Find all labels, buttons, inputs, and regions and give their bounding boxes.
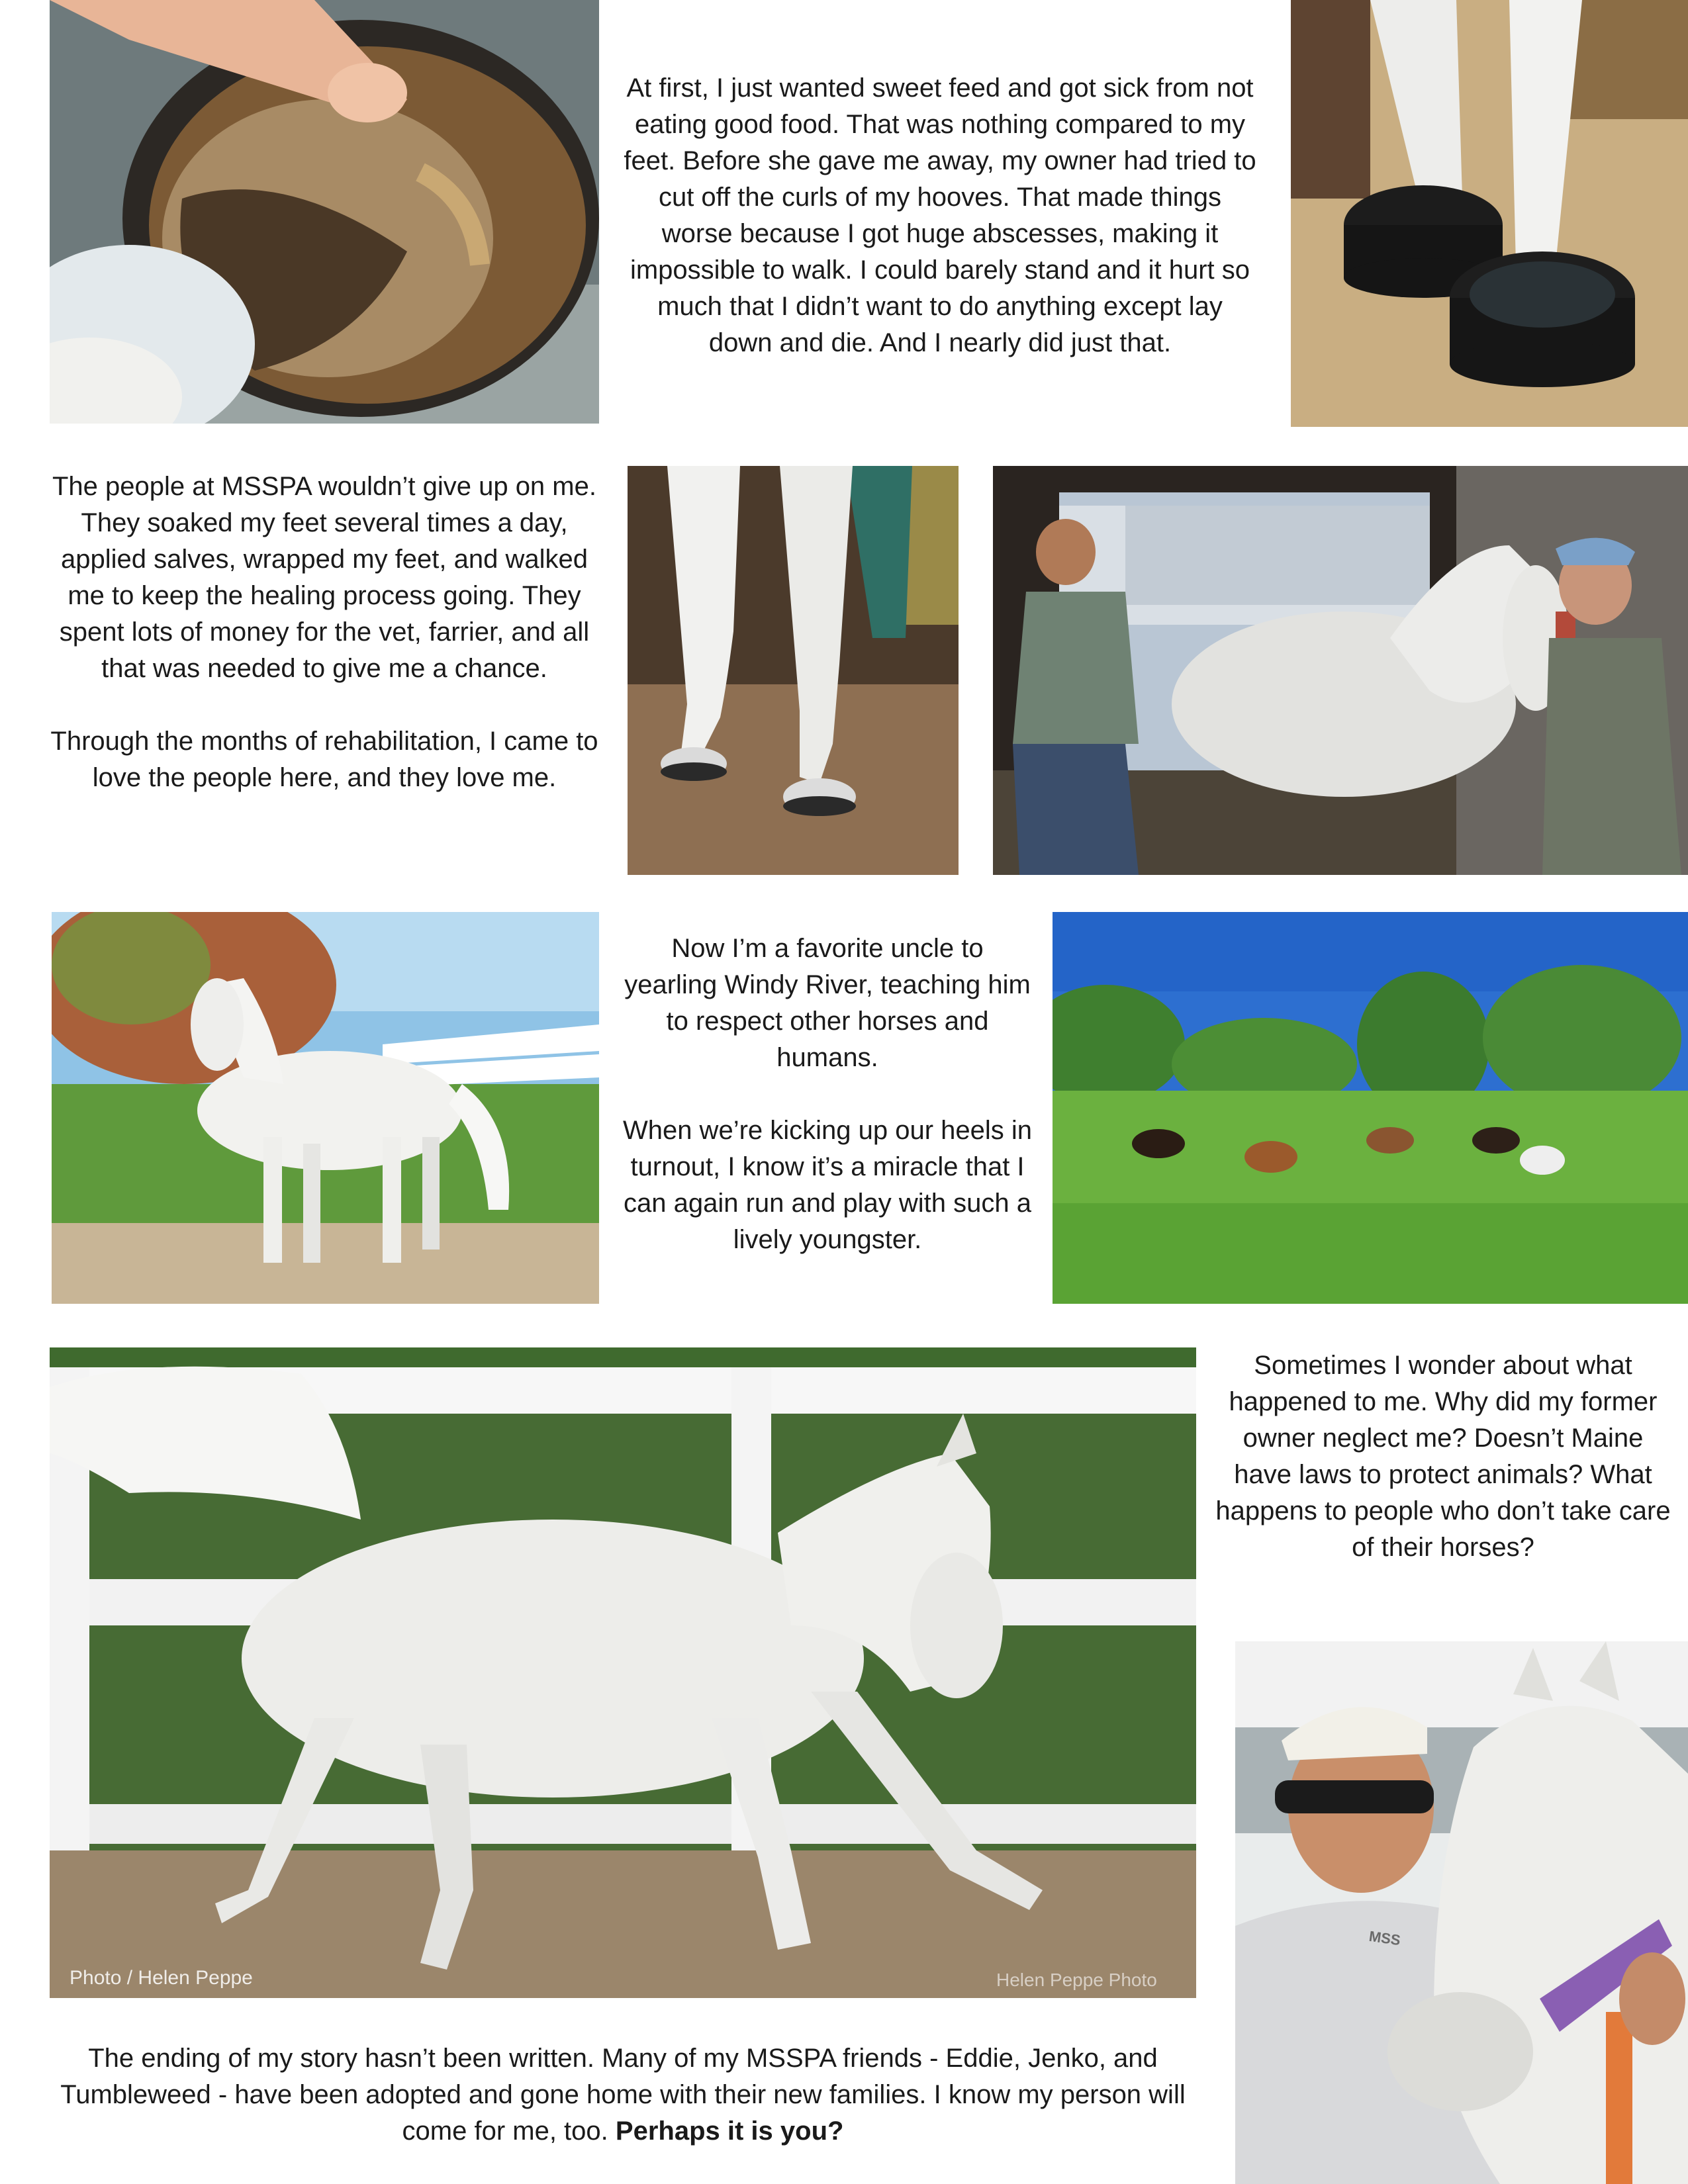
paragraph-text: Through the months of rehabilitation, I came to love the people here, and they love me. — [50, 727, 598, 792]
shirt-text: MSS — [1368, 1927, 1402, 1949]
paragraph-text: When we’re kicking up our heels in turnout, I know it’s a miracle that I can again run and play with such a lively youngster. — [622, 1116, 1033, 1254]
photo-horse-trotting — [50, 1347, 1196, 1998]
paragraph-text: At first, I just wanted sweet feed and got sick from not eating good food. That was nothing compared to my feet. Before she gave me away, my owner had tried to cut off the curls of my hooves. That made things worse because I got huge abscesses, making it impossible to walk. I could barely stand and it hurt so much that I didn’t want to do anything except lay down and die. And I nearly did just that. — [624, 73, 1256, 357]
photo-horse-standing — [52, 912, 599, 1304]
story-paragraph-3 — [622, 931, 1033, 1258]
story-paragraph-1 — [622, 70, 1258, 361]
story-paragraph-5 — [50, 2040, 1196, 2150]
photo-hoof-soaking — [1291, 0, 1688, 427]
photo-credit-left: Photo / Helen Peppe — [70, 1967, 253, 1989]
story-paragraph-2 — [50, 469, 599, 796]
paragraph-text: The people at MSSPA wouldn’t give up on me. They soaked my feet several times a day, applied salves, wrapped my feet, and walked me to keep the healing process going. They spent lots of money for the vet, farrier, and all that was needed to give me a chance. — [52, 472, 596, 683]
photo-man-with-horse — [1235, 1641, 1688, 2184]
photo-overgrown-hoof — [50, 0, 599, 424]
paragraph-text: Sometimes I wonder about what happened to me. Why did my former owner neglect me? Doesn’t Maine have laws to protect animals? What happens to people who don’t take care of their horses? — [1215, 1351, 1671, 1562]
closing-text: The ending of my story hasn’t been written. Many of my MSSPA friends - Eddie, Jenko, and Tumbleweed - have been adopted and gone home with their new families. I know my person will come for me, too. — [60, 2044, 1186, 2146]
photo-shod-hooves — [628, 466, 959, 875]
photo-grooming — [993, 466, 1688, 875]
story-paragraph-4 — [1211, 1347, 1675, 1566]
paragraph-text: Now I’m a favorite uncle to yearling Windy River, teaching him to respect other horses and humans. — [624, 934, 1031, 1072]
photo-herd-pasture — [1053, 912, 1688, 1304]
closing-emphasis: Perhaps it is you? — [615, 2116, 844, 2146]
photo-credit-right: Helen Peppe Photo — [996, 1970, 1157, 1990]
paragraph-text — [50, 2040, 1196, 2150]
